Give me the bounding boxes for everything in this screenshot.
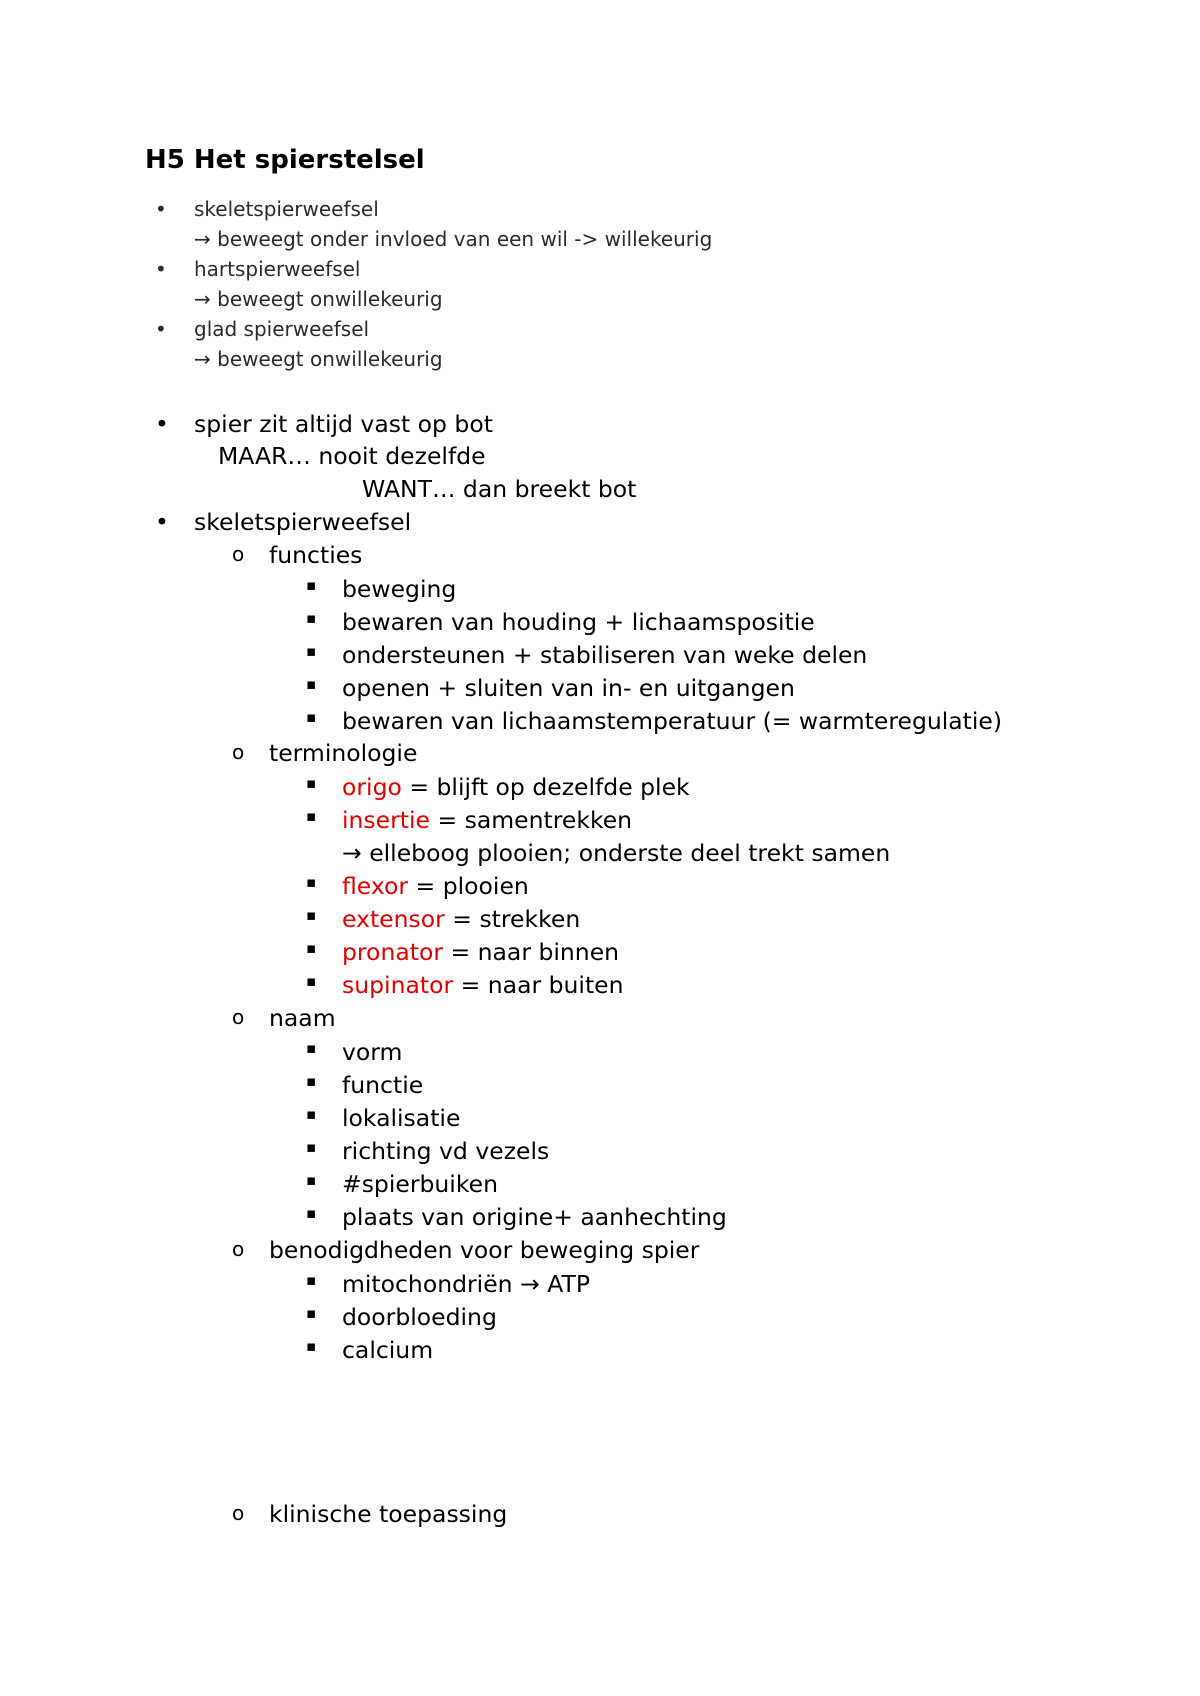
list-item: skeletspierweefsel — [194, 197, 379, 221]
square-bullet-icon: ▪ — [306, 576, 317, 594]
sublist-heading: terminologie — [269, 739, 418, 767]
list-item: spier zit altijd vast op bot — [194, 410, 493, 438]
list-item: bewaren van lichaamstemperatuur (= warmteregulatie) — [342, 707, 1003, 735]
term-label: flexor — [342, 872, 409, 900]
square-bullet-icon: ▪ — [306, 807, 317, 825]
arrow-icon: → — [194, 287, 211, 311]
term-definition: = naar buiten — [453, 971, 624, 999]
sublist-heading: klinische toepassing — [269, 1500, 508, 1528]
square-bullet-icon: ▪ — [306, 1204, 317, 1222]
square-bullet-icon: ▪ — [306, 774, 317, 792]
list-item: skeletspierweefsel — [194, 508, 412, 536]
term-label: extensor — [342, 905, 445, 933]
bullet-icon: • — [155, 257, 167, 281]
term-item — [342, 806, 633, 834]
square-bullet-icon: ▪ — [306, 1105, 317, 1123]
term-item — [342, 938, 620, 966]
square-bullet-icon: ▪ — [306, 939, 317, 957]
list-item-note: → beweegt onwillekeurig — [194, 287, 443, 311]
list-item: #spierbuiken — [342, 1170, 498, 1198]
list-item: bewaren van houding + lichaamspositie — [342, 608, 815, 636]
circle-bullet-icon: o — [232, 740, 245, 764]
term-definition: = naar binnen — [443, 938, 620, 966]
term-label: pronator — [342, 938, 443, 966]
list-item-note: MAAR… nooit dezelfde — [218, 442, 486, 470]
term-label: origo — [342, 773, 402, 801]
arrow-icon: → — [342, 839, 362, 867]
term-item — [342, 773, 690, 801]
term-definition: = blijft op dezelfde plek — [401, 773, 690, 801]
square-bullet-icon: ▪ — [306, 1072, 317, 1090]
bullet-icon: • — [155, 508, 169, 536]
circle-bullet-icon: o — [232, 1237, 245, 1261]
list-item: beweging — [342, 575, 457, 603]
square-bullet-icon: ▪ — [306, 1271, 317, 1289]
square-bullet-icon: ▪ — [306, 1304, 317, 1322]
list-item: lokalisatie — [342, 1104, 461, 1132]
square-bullet-icon: ▪ — [306, 609, 317, 627]
term-item — [342, 971, 624, 999]
list-item: openen + sluiten van in- en uitgangen — [342, 674, 795, 702]
bullet-icon: • — [155, 317, 167, 341]
sublist-heading: functies — [269, 541, 363, 569]
list-item-note: WANT… dan breekt bot — [362, 475, 637, 503]
square-bullet-icon: ▪ — [306, 675, 317, 693]
page-title: H5 Het spierstelsel — [145, 145, 425, 175]
list-item: doorbloeding — [342, 1303, 497, 1331]
arrow-icon: → — [520, 1270, 540, 1298]
term-definition: = plooien — [408, 872, 529, 900]
square-bullet-icon: ▪ — [306, 708, 317, 726]
list-item: vorm — [342, 1038, 403, 1066]
term-definition: = samentrekken — [430, 806, 633, 834]
square-bullet-icon: ▪ — [306, 642, 317, 660]
bullet-icon: • — [155, 197, 167, 221]
sublist-heading: naam — [269, 1004, 336, 1032]
square-bullet-icon: ▪ — [306, 1138, 317, 1156]
bullet-icon: • — [155, 410, 169, 438]
arrow-icon: → — [194, 227, 211, 251]
list-item-note: → beweegt onder invloed van een wil -> willekeurig — [194, 227, 713, 251]
list-item: calcium — [342, 1336, 434, 1364]
square-bullet-icon: ▪ — [306, 972, 317, 990]
term-item — [342, 905, 581, 933]
arrow-icon: → — [194, 347, 211, 371]
circle-bullet-icon: o — [232, 1005, 245, 1029]
square-bullet-icon: ▪ — [306, 906, 317, 924]
list-item: mitochondriën → ATP — [342, 1270, 591, 1298]
term-label: insertie — [342, 806, 430, 834]
list-item: plaats van origine+ aanhechting — [342, 1203, 727, 1231]
term-definition: = strekken — [444, 905, 581, 933]
sublist-heading: benodigdheden voor beweging spier — [269, 1236, 700, 1264]
square-bullet-icon: ▪ — [306, 1039, 317, 1057]
list-item-note: → beweegt onwillekeurig — [194, 347, 443, 371]
square-bullet-icon: ▪ — [306, 873, 317, 891]
list-item: glad spierweefsel — [194, 317, 370, 341]
term-item — [342, 872, 529, 900]
circle-bullet-icon: o — [232, 1501, 245, 1525]
list-item-note: → elleboog plooien; onderste deel trekt samen — [342, 839, 891, 867]
circle-bullet-icon: o — [232, 542, 245, 566]
term-label: supinator — [342, 971, 454, 999]
square-bullet-icon: ▪ — [306, 1171, 317, 1189]
list-item: hartspierweefsel — [194, 257, 361, 281]
list-item: functie — [342, 1071, 424, 1099]
list-item: ondersteunen + stabiliseren van weke delen — [342, 641, 868, 669]
square-bullet-icon: ▪ — [306, 1337, 317, 1355]
list-item: richting vd vezels — [342, 1137, 550, 1165]
